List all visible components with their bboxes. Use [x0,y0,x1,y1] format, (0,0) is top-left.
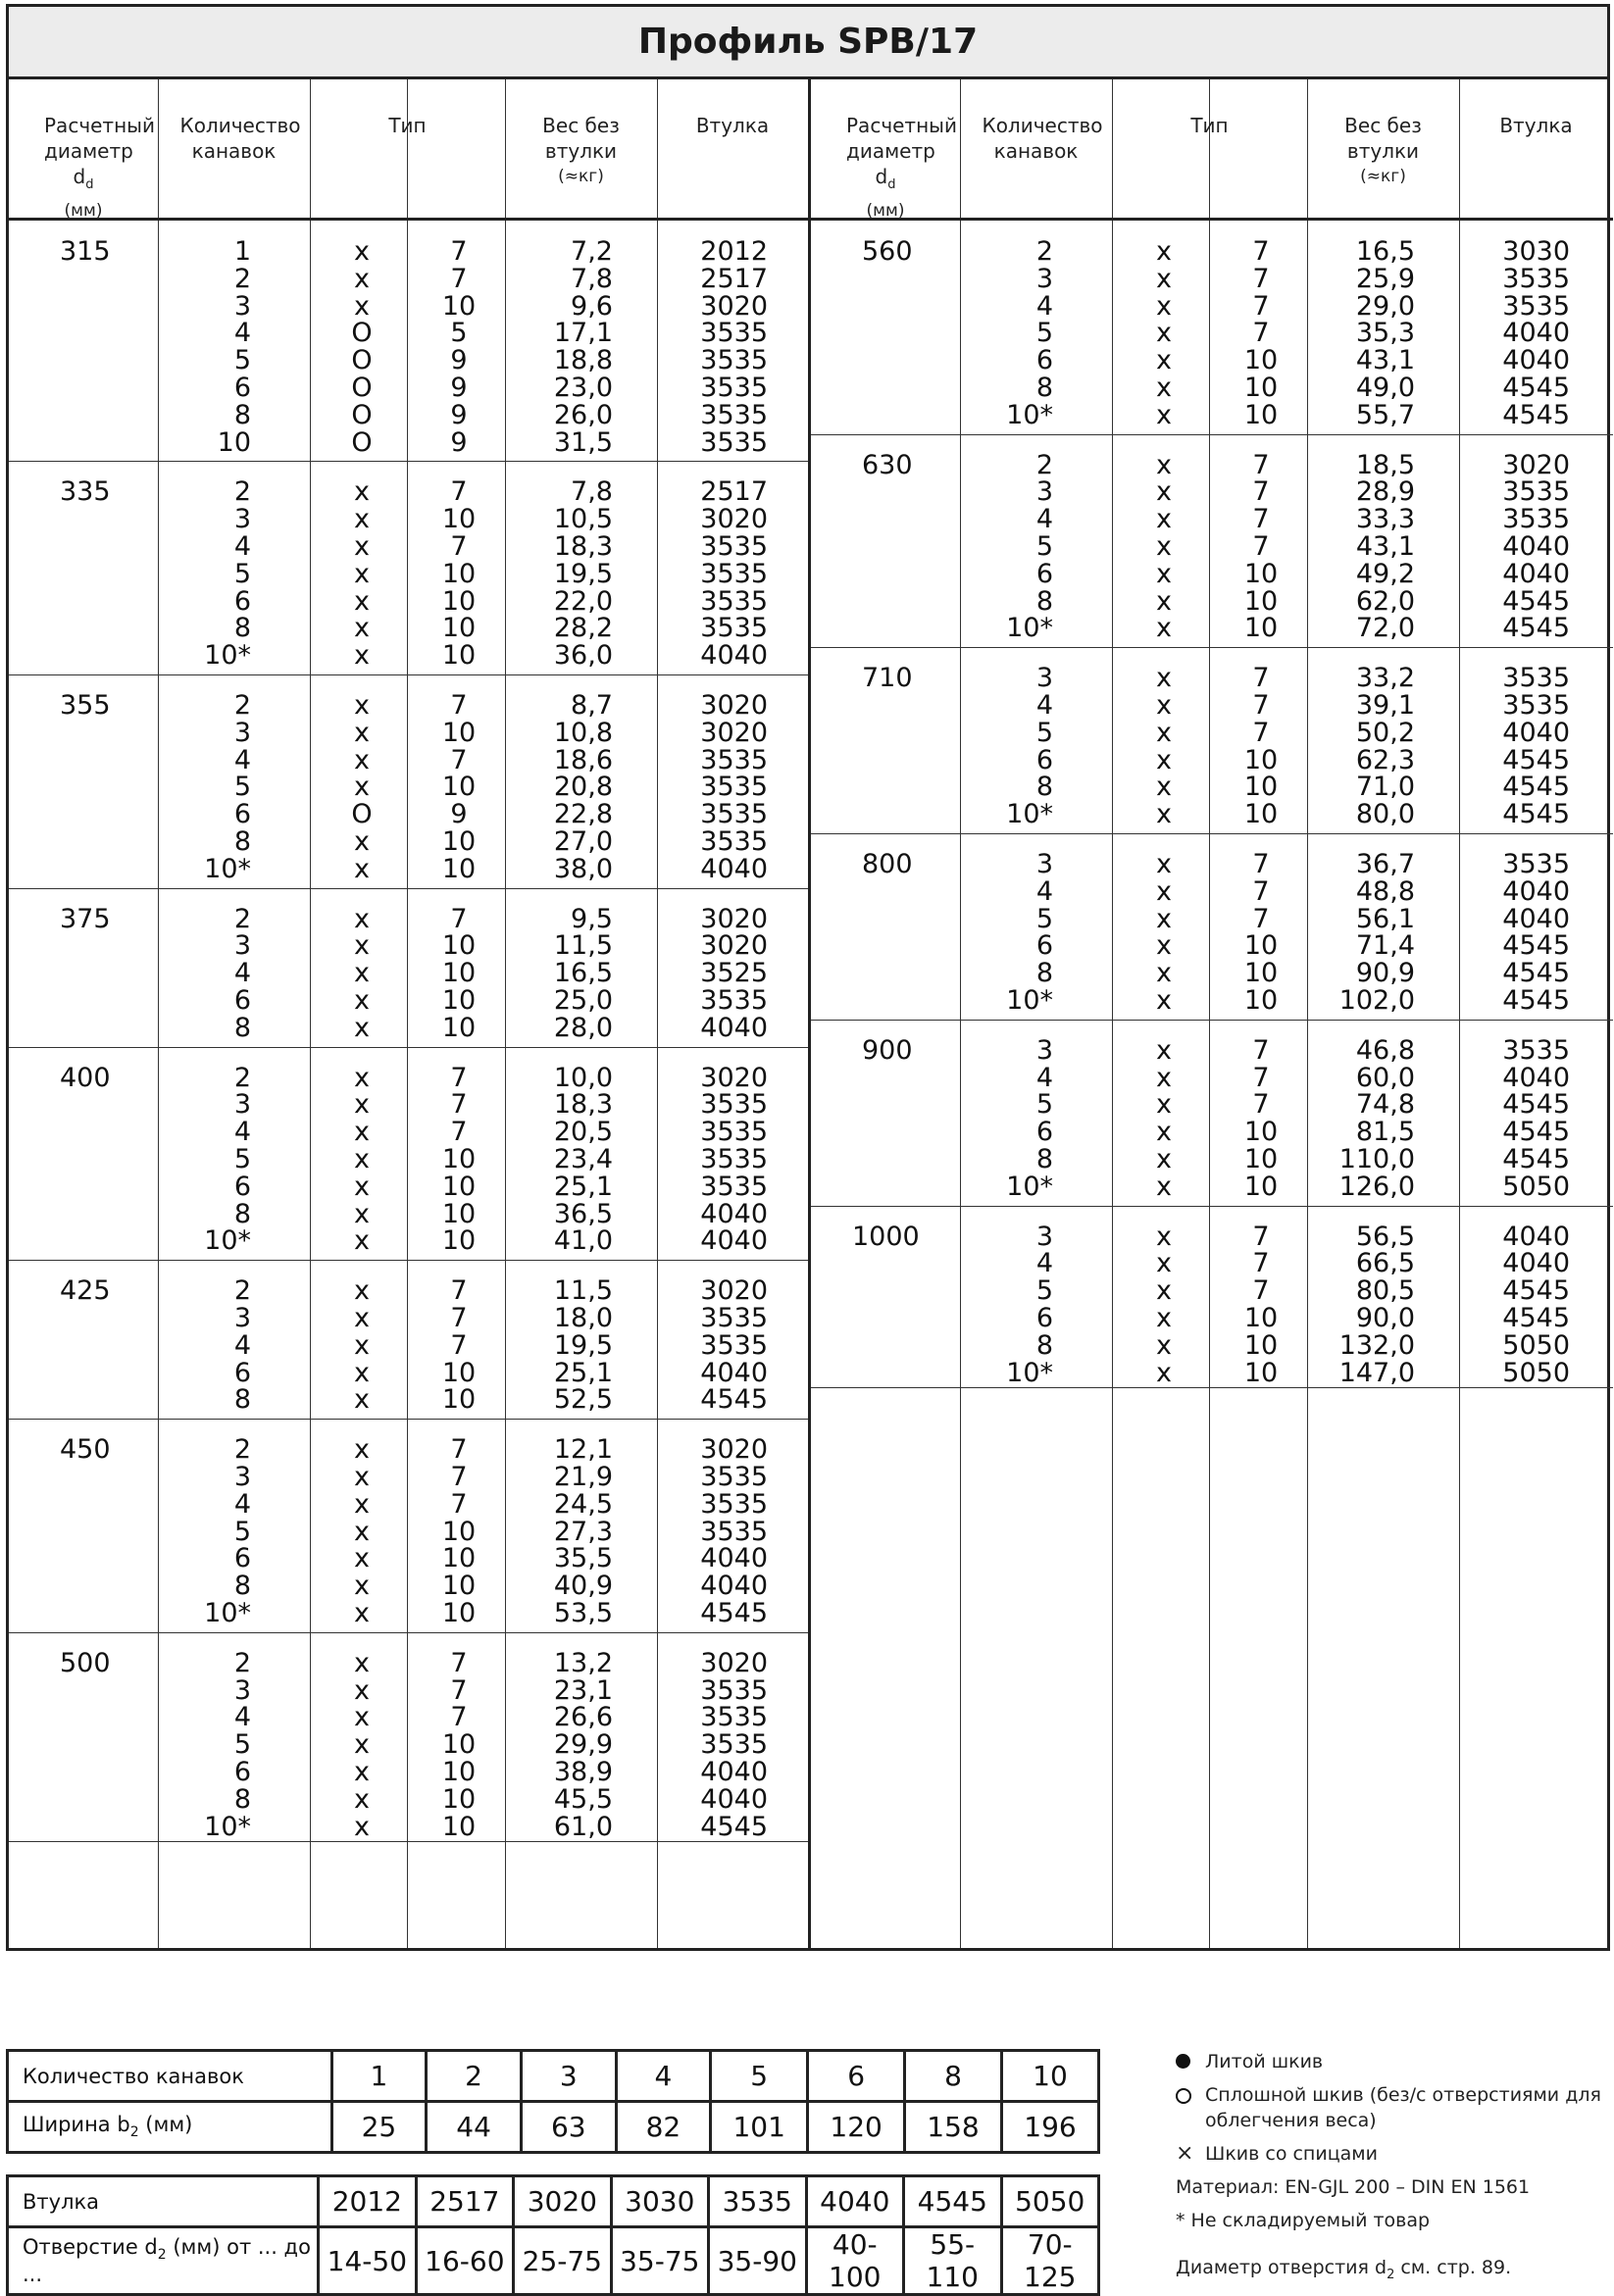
legend-solid: Сплошной шкив (без/с отверстиями для облегчения веса) [1172,2082,1603,2133]
hub-header: Втулка [1499,114,1573,137]
bore-range-cell: 35-75 [611,2227,708,2295]
grooves-header: Количество канавок [179,114,301,163]
weight-values: 16,5 25,9 29,0 35,3 43,1 49,0 55,7 [1355,236,1415,430]
hub-header: Втулка [695,114,770,137]
groove-count-values: 1 2 3 4 5 6 8 10 [217,236,251,458]
diameter-value: 425 [60,1275,111,1307]
hub-size-cell: 3535 [709,2176,806,2227]
diameter-header: Расчетный диаметр $d_d$ (мм) [44,114,155,221]
weight-values: 12,1 21,9 24,5 27,3 35,5 40,9 53,5 [553,1434,613,1628]
hub-values: 3020 3535 3535 3535 4040 4040 4545 [700,1434,768,1628]
diameter-value: 450 [60,1434,111,1466]
column-header-row [811,79,1613,221]
hub-values: 2517 3020 3535 3535 3535 3535 4040 [700,476,768,672]
groove-count-cell: 2 [427,2051,522,2102]
hub-row [8,2176,1099,2227]
weight-values: 10,0 18,3 20,5 23,4 25,1 36,5 41,0 [553,1062,613,1257]
diameter-value: 400 [60,1062,111,1093]
diameter-value: 560 [862,236,913,267]
groove-count-values: 3 4 5 6 8 10* [1006,1221,1053,1388]
groove-count-values: 2 3 4 6 8 [233,903,251,1043]
weight-values: 36,7 48,8 56,1 71,4 90,9 102,0 [1338,849,1415,1016]
pulley-type-values: x x x O O O O O [351,236,373,458]
hub-values: 3535 3535 4040 4545 4545 4545 [1502,663,1570,830]
type-code-values: 7 7 7 10 10 10 10 [441,1434,477,1628]
groove-count-cell: 3 [521,2051,616,2102]
diameter-header: Расчетный диаметр $d_d$ (мм) [846,114,957,221]
weight-values: 7,2 7,8 9,6 17,1 18,8 23,0 26,0 31,5 [553,236,613,458]
hub-size-cell: 4040 [806,2176,903,2227]
open-circle-icon [1176,2088,1191,2104]
groove-count-row [8,2051,1099,2102]
pulley-type-values: x x x x x x x [354,1434,370,1628]
groove-count-values: 3 4 5 6 8 10* [1006,849,1053,1016]
weight-values: 11,5 18,0 19,5 25,1 52,5 [553,1275,613,1416]
diameter-group [811,647,1613,834]
pulley-type-values: x x x x x x [1156,849,1172,1016]
bore-range-cell: 25-75 [514,2227,611,2295]
diameter-group [9,888,808,1048]
diameter-group [9,1047,808,1262]
groove-count-values: 2 3 4 6 8 [233,1275,251,1416]
diameter-group [9,674,808,889]
diameter-group [811,221,1613,435]
filled-circle-icon [1176,2054,1190,2069]
hub-size-cell: 3020 [514,2176,611,2227]
hub-values: 3020 3535 3535 4040 4040 4545 4545 [1502,449,1570,644]
diameter-value: 335 [60,476,111,508]
diameter-group [9,1419,808,1633]
hub-values: 3535 4040 4040 4545 4545 4545 [1502,849,1570,1016]
hub-values: 3020 3020 3535 3535 3535 3535 4040 [700,690,768,884]
groove-width-cell: 158 [905,2102,1002,2153]
weight-values: 33,2 39,1 50,2 62,3 71,0 80,0 [1355,663,1415,830]
pulley-type-values: x x x x x x x [354,476,370,672]
right-table-half [808,79,1613,1948]
hub-values: 3020 3535 3535 3535 4040 4040 4545 [700,1647,768,1842]
type-header: Тип [1190,114,1229,137]
groove-count-values: 3 4 5 6 8 10* [1006,1034,1053,1202]
diameter-value: 800 [862,849,913,879]
weight-values: 18,5 28,9 33,3 43,1 49,2 62,0 72,0 [1355,449,1415,644]
bore-range-cell: 55-110 [904,2227,1001,2295]
diameter-group [811,1206,1613,1389]
type-code-values: 7 7 7 7 10 10 10 [1243,449,1279,644]
hub-values: 3030 3535 3535 4040 4040 4545 4545 [1502,236,1570,430]
cross-icon: × [1176,2141,1194,2166]
bore-range-cell: 16-60 [416,2227,513,2295]
groove-count-cell: 1 [331,2051,427,2102]
bore-range-cell: 14-50 [319,2227,416,2295]
pulley-type-values: x x x x x x x [354,1647,370,1842]
legend-spoked: × Шкив со спицами [1176,2141,1378,2166]
type-code-values: 7 7 10 5 9 9 9 9 [441,236,477,458]
weight-values: 56,5 66,5 80,5 90,0 132,0 147,0 [1338,1221,1415,1388]
groove-count-values: 2 3 4 5 6 8 10* [204,1062,251,1257]
grooves-header: Количество канавок [982,114,1103,163]
legend-not-stocked: * Не складируемый товар [1176,2210,1431,2231]
hub-size-cell: 3030 [611,2176,708,2227]
pulley-type-values: x x x x O x x [351,690,373,884]
diameter-value: 500 [60,1647,111,1678]
groove-width-label: Ширина $b_2$ (мм) [8,2102,332,2153]
hub-bore-table [6,2174,1100,2296]
type-code-values: 7 10 7 10 9 10 10 [441,690,477,884]
groove-count-cell: 6 [808,2051,905,2102]
groove-count-values: 2 3 4 5 6 8 10* [204,1647,251,1842]
diameter-value: 900 [862,1034,913,1066]
type-code-values: 7 7 7 10 10 10 [1243,663,1279,830]
diameter-group [9,1632,808,1843]
groove-width-cell: 82 [616,2102,711,2153]
legend-material: Материал: EN-GJL 200 – DIN EN 1561 [1176,2176,1531,2198]
groove-width-cell: 44 [427,2102,522,2153]
groove-width-row [8,2102,1099,2153]
pulley-type-values: x x x x x x [1156,1034,1172,1202]
groove-width-cell: 120 [808,2102,905,2153]
diameter-group [811,833,1613,1021]
hub-values: 3020 3020 3525 3535 4040 [700,903,768,1043]
type-code-values: 7 7 7 10 10 [441,1275,477,1416]
groove-count-cell: 10 [1001,2051,1098,2102]
bore-range-cell: 35-90 [709,2227,806,2295]
diameter-group [811,434,1613,649]
diameter-group [9,461,808,675]
diameter-value: 1000 [852,1221,920,1252]
diameter-value: 375 [60,903,111,934]
hub-values: 3020 3535 3535 4040 4545 [700,1275,768,1416]
pulley-type-values: x x x x x x [1156,663,1172,830]
hub-label: Втулка [8,2176,319,2227]
type-code-values: 7 7 7 10 10 10 [1243,849,1279,1016]
pulley-type-values: x x x x x [354,1275,370,1416]
legend [1172,2049,1603,2296]
groove-count-values: 2 3 4 5 6 8 10* [204,1434,251,1628]
type-code-values: 7 7 7 10 10 10 10 [441,1647,477,1842]
weight-header: Вес без втулки (≈кг) [1344,114,1422,186]
weight-values: 8,7 10,8 18,6 20,8 22,8 27,0 38,0 [553,690,613,884]
type-code-values: 7 7 7 10 10 10 10 [441,1062,477,1257]
type-code-values: 7 7 7 10 10 10 [1243,1034,1279,1202]
diameter-value: 710 [862,663,913,694]
diameter-value: 355 [60,690,111,721]
page-title: Профиль SPB/17 [9,7,1607,79]
hub-values: 4040 4040 4545 4545 5050 5050 [1502,1221,1570,1388]
diameter-value: 630 [862,449,913,480]
bore-range-cell: 40-100 [806,2227,903,2295]
groove-width-cell: 63 [521,2102,616,2153]
pulley-type-values: x x x x x x [1156,1221,1172,1388]
diameter-value: 315 [60,236,111,267]
weight-values: 13,2 23,1 26,6 29,9 38,9 45,5 61,0 [553,1647,613,1842]
hub-values: 3020 3535 3535 3535 3535 4040 4040 [700,1062,768,1257]
weight-values: 46,8 60,0 74,8 81,5 110,0 126,0 [1338,1034,1415,1202]
groove-width-cell: 196 [1001,2102,1098,2153]
pulley-type-values: x x x x x [354,903,370,1043]
pulley-type-values: x x x x x x x [354,1062,370,1257]
diameter-group [9,1260,808,1420]
bore-range-cell: 70-125 [1001,2227,1099,2295]
groove-count-cell: 8 [905,2051,1002,2102]
type-code-values: 7 7 7 10 10 10 [1243,1221,1279,1388]
diameter-group [9,221,808,462]
weight-values: 9,5 11,5 16,5 25,0 28,0 [553,903,613,1043]
hub-size-cell: 5050 [1001,2176,1099,2227]
groove-width-table [6,2049,1100,2154]
pulley-type-values: x x x x x x x [1156,236,1172,430]
type-code-values: 7 7 7 7 10 10 10 [1243,236,1279,430]
left-table-half [9,79,808,1948]
column-header-row [9,79,808,221]
hub-values: 2012 2517 3020 3535 3535 3535 3535 3535 [700,236,768,458]
groove-width-cell: 25 [331,2102,427,2153]
type-code-values: 7 10 10 10 10 [441,903,477,1043]
legend-cast: Литой шкив [1172,2049,1603,2074]
legend-bore-note: Диаметр отверстия $d_2$ см. стр. 89. [1176,2257,1512,2282]
groove-count-cell: 4 [616,2051,711,2102]
weight-header: Вес без втулки (≈кг) [542,114,620,186]
groove-width-cell: 101 [711,2102,808,2153]
type-code-values: 7 10 7 10 10 10 10 [441,476,477,672]
weight-values: 7,8 10,5 18,3 19,5 22,0 28,2 36,0 [553,476,613,672]
groove-count-label: Количество канавок [8,2051,332,2102]
groove-count-values: 2 3 4 5 6 8 10* [204,476,251,672]
groove-count-values: 2 3 4 5 6 8 10* [204,690,251,884]
hub-size-cell: 4545 [904,2176,1001,2227]
bore-range-row [8,2227,1099,2295]
groove-count-values: 3 4 5 6 8 10* [1006,663,1053,830]
hub-values: 3535 4040 4545 4545 4545 5050 [1502,1034,1570,1202]
pulley-type-values: x x x x x x x [1156,449,1172,644]
groove-count-cell: 5 [711,2051,808,2102]
type-header: Тип [388,114,427,137]
hub-size-cell: 2012 [319,2176,416,2227]
groove-count-values: 2 3 4 5 6 8 10* [1006,236,1053,430]
hub-size-cell: 2517 [416,2176,513,2227]
diameter-group [811,1020,1613,1207]
profile-table-sheet [6,4,1610,1951]
bore-range-label: Отверстие $d_2$ (мм) от ... до ... [8,2227,319,2295]
groove-count-values: 2 3 4 5 6 8 10* [1006,449,1053,644]
